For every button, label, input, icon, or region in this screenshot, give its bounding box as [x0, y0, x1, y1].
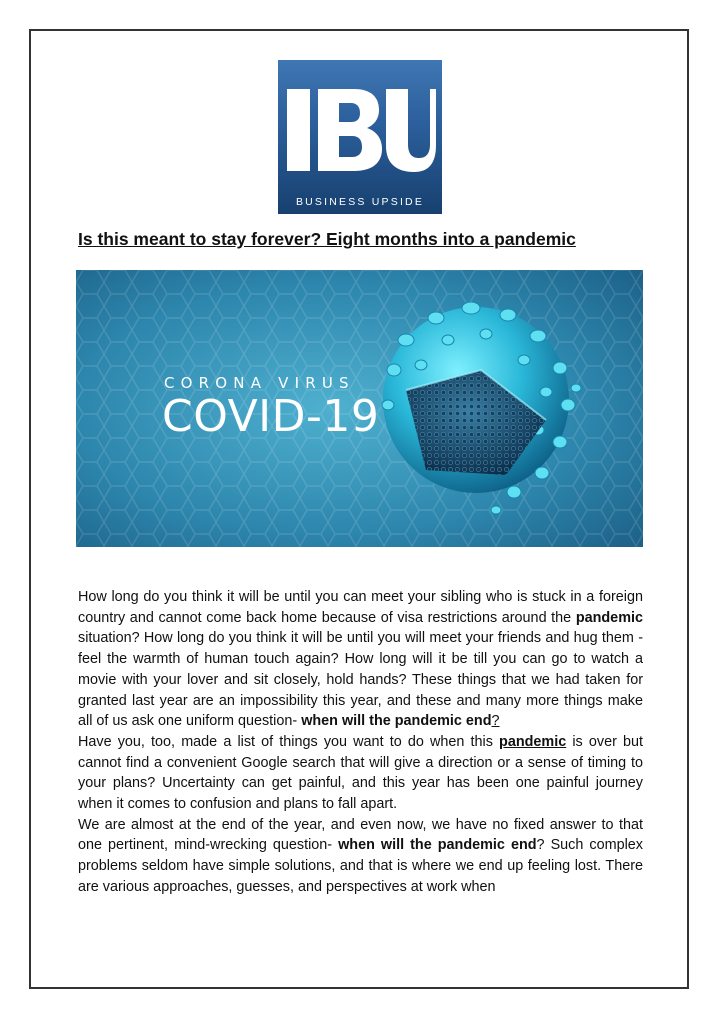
text: situation? How long do you think it will be until you will meet your friends and hug them - feel the warmth of human touch again? How long will it be till you can go to watch a movie with your lover and sit closely, hold hands? These things that we had taken for granted last year are an impossibility this year, and these and many more things make all of us ask one uniform question- — [78, 630, 643, 730]
text: is over but cannot find a convenient Google search that will give a direction or a sense of timing to your plans? Uncertainty can get painful, and this year has been one painful journey when it comes to confusion and plans to fall apart. — [78, 733, 644, 813]
paragraph-2 — [78, 732, 643, 815]
banner-title: COVID-19 — [162, 391, 380, 442]
bold-question: when will the pandemic end — [338, 837, 537, 854]
logo-wordmark — [278, 60, 279, 61]
logo-bu-mark — [278, 70, 442, 188]
text: We are almost at the end of the year, and even now, we have no fixed answer to that one pertinent, mind-wrecking question- — [78, 816, 643, 854]
bold-term: pandemic — [575, 609, 643, 626]
paragraph-3 — [78, 815, 643, 898]
banner-subtitle: CORONA VIRUS — [164, 374, 355, 392]
logo-tagline: BUSINESS UPSIDE — [295, 196, 425, 208]
article-headline: Is this meant to stay forever? Eight months into a pandemic — [78, 229, 576, 249]
text: How long do you think it will be until you can meet your sibling who is stuck in a foreign country and cannot come back home because of visa restrictions around the — [78, 589, 643, 626]
covid-banner-image — [76, 270, 643, 547]
text: ? — [491, 713, 500, 730]
paragraph-1 — [78, 587, 643, 732]
bold-question: when will the pandemic end — [301, 713, 492, 730]
text: Have you, too, made a list of things you want to do when this — [78, 733, 500, 750]
article-body — [78, 587, 643, 898]
business-upside-logo — [278, 60, 442, 214]
text: ? Such complex problems seldom have simple solutions, and that is where we end up feeling lost. There are various approaches, guesses, and perspectives at work when — [78, 837, 643, 895]
pandemic-link[interactable]: pandemic — [499, 733, 567, 750]
